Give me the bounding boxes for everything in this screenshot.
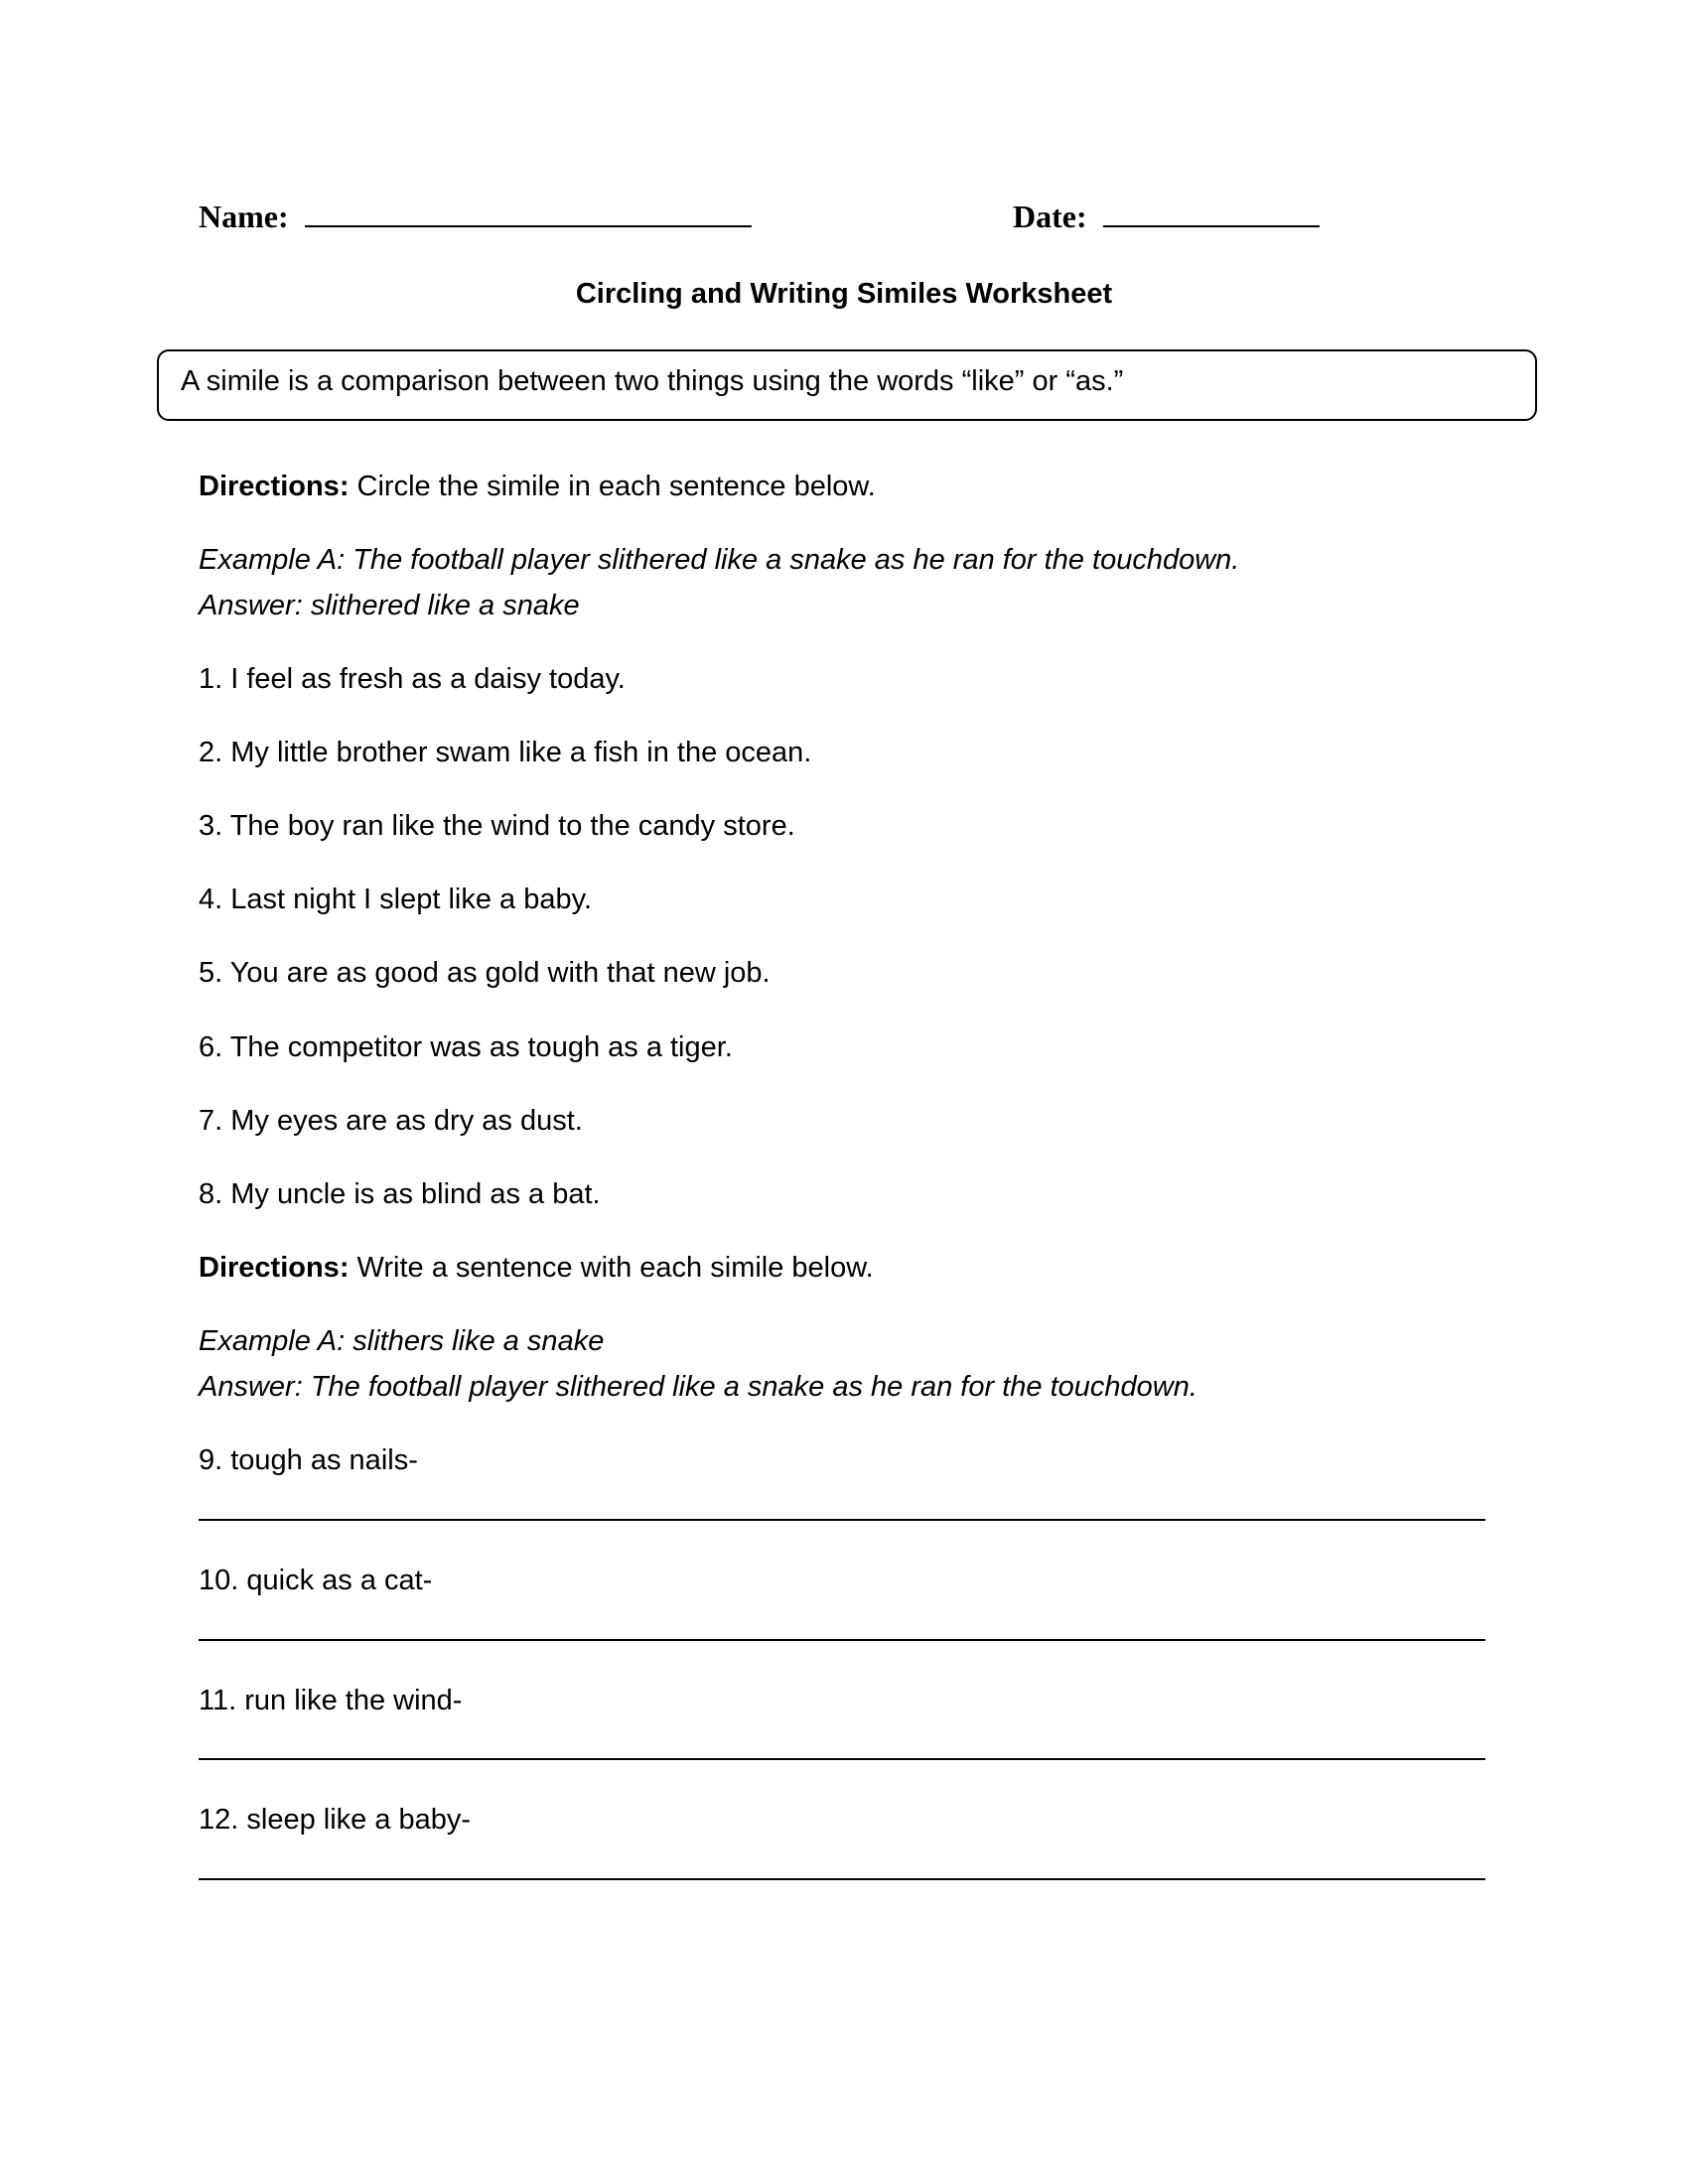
part1-example-answer: Answer: slithered like a snake bbox=[199, 590, 580, 621]
item-11: 11. run like the wind- bbox=[199, 1685, 463, 1716]
answer-line-11[interactable] bbox=[199, 1758, 1485, 1760]
answer-line-10[interactable] bbox=[199, 1639, 1485, 1641]
date-label: Date: bbox=[1013, 199, 1087, 234]
part1-directions-text: Circle the simile in each sentence below. bbox=[349, 471, 876, 502]
definition-text: A simile is a comparison between two things using the words “like” or “as.” bbox=[181, 365, 1124, 397]
name-label: Name: bbox=[199, 199, 289, 234]
part1-directions-label: Directions: bbox=[199, 471, 350, 502]
name-field-group bbox=[199, 199, 752, 235]
item-12: 12. sleep like a baby- bbox=[199, 1804, 472, 1836]
worksheet-title: Circling and Writing Similes Worksheet bbox=[575, 278, 1113, 310]
item-9: 9. tough as nails- bbox=[199, 1444, 418, 1476]
item-5: 5. You are as good as gold with that new job. bbox=[199, 957, 771, 989]
name-blank-line[interactable] bbox=[305, 200, 752, 227]
part2-directions bbox=[199, 1252, 874, 1285]
part2-directions-text: Write a sentence with each simile below. bbox=[349, 1252, 874, 1284]
item-4: 4. Last night I slept like a baby. bbox=[199, 884, 593, 915]
part2-example-answer: Answer: The football player slithered like a snake as he ran for the touchdown. bbox=[199, 1371, 1197, 1403]
item-10: 10. quick as a cat- bbox=[199, 1565, 433, 1596]
part2-directions-label: Directions: bbox=[199, 1252, 350, 1284]
date-field-group bbox=[1013, 199, 1320, 235]
item-1: 1. I feel as fresh as a daisy today. bbox=[199, 663, 626, 695]
answer-line-12[interactable] bbox=[199, 1878, 1485, 1880]
item-6: 6. The competitor was as tough as a tiger. bbox=[199, 1031, 733, 1063]
item-8: 8. My uncle is as blind as a bat. bbox=[199, 1178, 601, 1210]
part2-example: Example A: slithers like a snake bbox=[199, 1325, 605, 1357]
date-blank-line[interactable] bbox=[1103, 200, 1320, 227]
item-2: 2. My little brother swam like a fish in the ocean. bbox=[199, 737, 812, 768]
answer-line-9[interactable] bbox=[199, 1519, 1485, 1521]
header-row bbox=[199, 199, 1311, 248]
item-3: 3. The boy ran like the wind to the candy store. bbox=[199, 810, 795, 842]
part1-directions bbox=[199, 471, 876, 503]
definition-box bbox=[157, 349, 1537, 421]
item-7: 7. My eyes are as dry as dust. bbox=[199, 1105, 583, 1137]
part1-example: Example A: The football player slithered like a snake as he ran for the touchdown. bbox=[199, 544, 1240, 576]
